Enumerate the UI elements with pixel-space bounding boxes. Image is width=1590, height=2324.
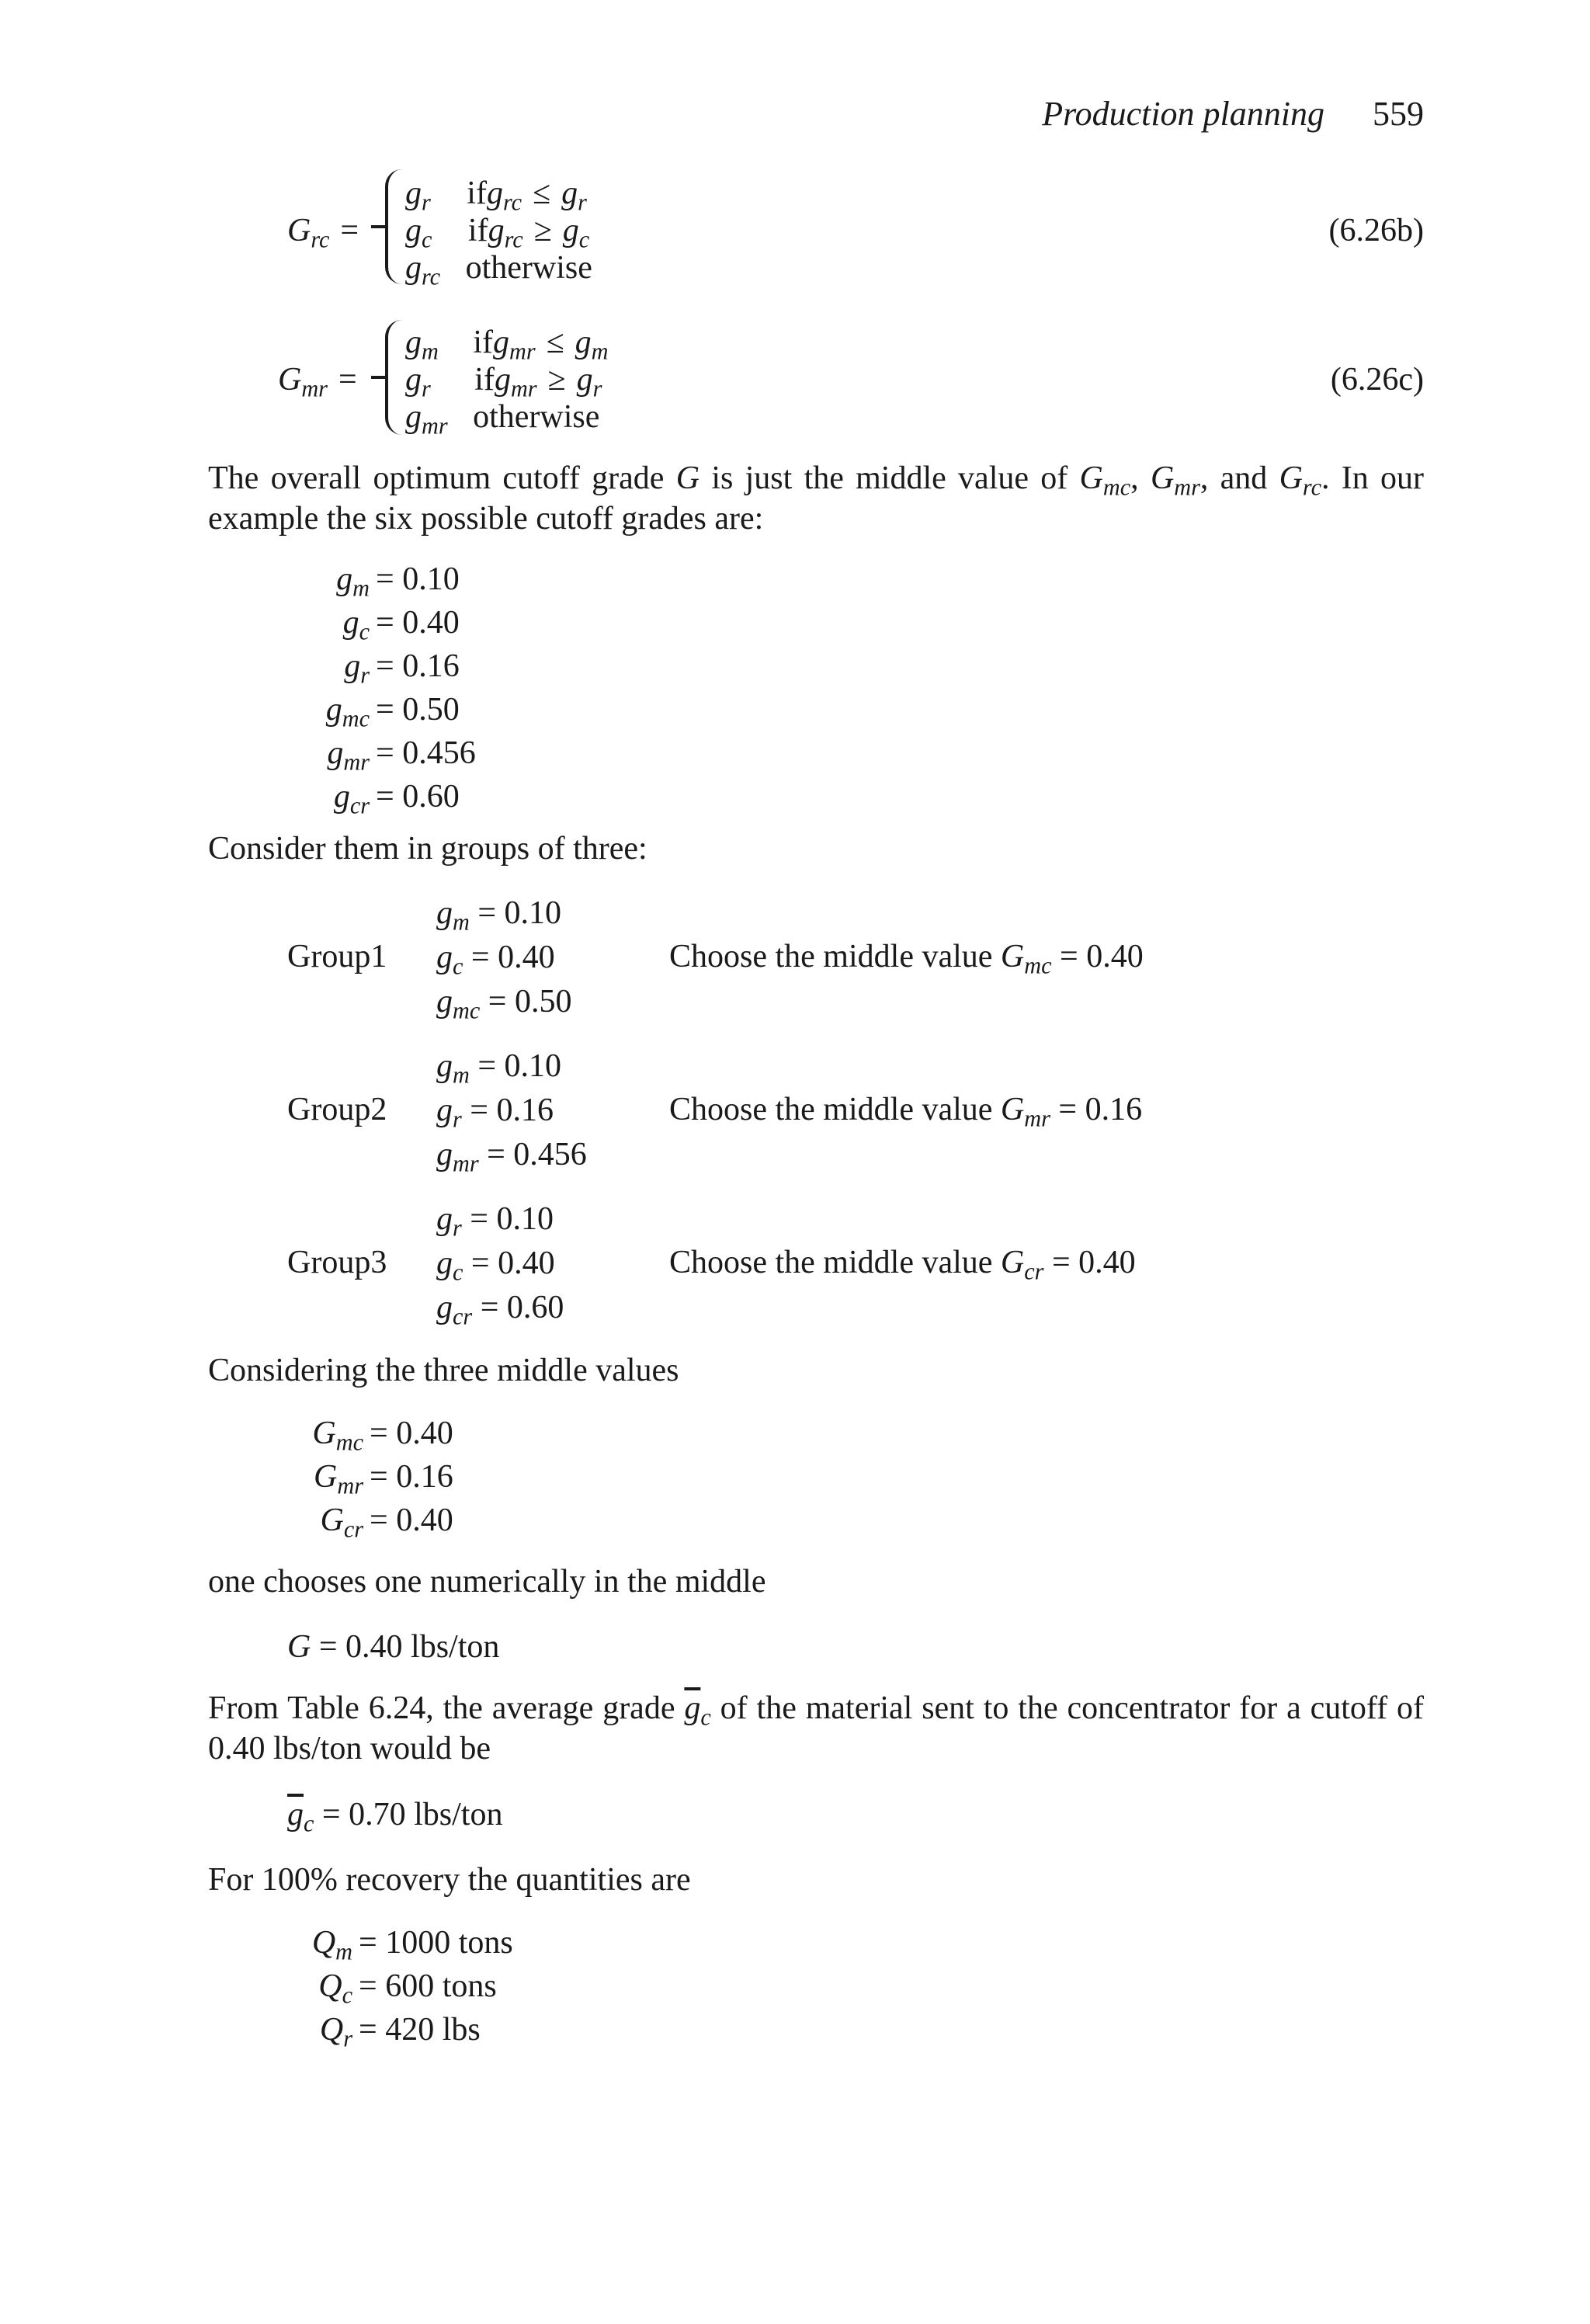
- eq-b-label: (6.26b): [1328, 213, 1424, 248]
- running-title: Production planning: [1042, 95, 1324, 133]
- eq-c-row-1: $g_m$ $ifg_{mr} \le g_m$: [405, 325, 609, 365]
- six-rhs: = 0.10 = 0.40 = 0.16 = 0.50 = 0.456 = 0.60: [376, 561, 476, 815]
- middle-lhs: $G_{mc}$ $G_{mr}$ $G_{cr}$: [312, 1416, 363, 1543]
- eq-b-brace: [385, 169, 405, 284]
- paragraph-average-grade: From Table 6.24, the average grade $\overline{g}_c$ of the material sent to the concentrator for a cutoff of 0.40 lbs/ton would be: [208, 1690, 1424, 1766]
- eq-b-lhs: $G_{rc}$ =: [287, 213, 359, 253]
- group-2-items: $g_m = 0.10$ $g_r = 0.16$ $g_{mr} = 0.456$: [436, 1048, 587, 1177]
- middle-rhs: = 0.40 = 0.16 = 0.40: [370, 1416, 453, 1538]
- page-number: 559: [1373, 95, 1424, 133]
- group-3-choice: Choose the middle value $G_{cr} = 0.40$: [669, 1245, 1136, 1285]
- eq-c-row-3: $g_{mr}$ otherwise: [405, 399, 600, 439]
- eq-c-row-2: $g_r$ $ifg_{mr} \ge g_r$: [405, 362, 602, 402]
- quantities-rhs: = 1000 tons = 600 tons = 420 lbs: [359, 1925, 513, 2048]
- group-2-name: Group2: [287, 1092, 387, 1127]
- paragraph-groups-intro: Consider them in groups of three:: [208, 831, 647, 867]
- paragraph-choose-middle: one chooses one numerically in the middle: [208, 1564, 766, 1600]
- paragraph-three-middle-values: Considering the three middle values: [208, 1353, 679, 1388]
- running-header: [1042, 92, 1424, 136]
- group-3-name: Group3: [287, 1245, 387, 1280]
- paragraph-overall-optimum: The overall optimum cutoff grade G is just the middle value of $G_{mc}$, $G_{mr}$, and $G_{rc}$. In our example the six possible cutoff grades are:: [208, 460, 1425, 537]
- six-lhs: $g_m$ $g_c$ $g_r$ $g_{mc}$ $g_{mr}$ $g_{cr}$: [325, 561, 370, 819]
- cutoff-result: G = 0.40 lbs/ton: [287, 1629, 500, 1665]
- eq-b-row-1: $g_r$ $ifg_{rc} \le g_r$: [405, 175, 587, 216]
- eq-c-lhs: $G_{mr}$ =: [278, 362, 357, 402]
- group-3-items: $g_r = 0.10$ $g_c = 0.40$ $g_{cr} = 0.60$: [436, 1201, 564, 1330]
- eq-c-brace: [385, 320, 405, 435]
- eq-c-label: (6.26c): [1330, 362, 1424, 398]
- group-1-name: Group1: [287, 939, 387, 974]
- eq-b-row-3: $g_{rc}$ otherwise: [405, 250, 592, 290]
- average-grade-result: $\overline{g}_c = 0.70$ lbs/ton: [287, 1797, 503, 1837]
- group-1-choice: Choose the middle value $G_{mc} = 0.40$: [669, 939, 1144, 979]
- group-1-items: $g_m = 0.10$ $g_c = 0.40$ $g_{mc} = 0.50$: [436, 895, 572, 1024]
- group-2-choice: Choose the middle value $G_{mr} = 0.16$: [669, 1092, 1143, 1132]
- eq-b-row-2: $g_c$ $ifg_{rc} \ge g_c$: [405, 213, 590, 253]
- quantities-lhs: $Q_m$ $Q_c$ $Q_r$: [311, 1925, 352, 2052]
- paragraph-recovery: For 100% recovery the quantities are: [208, 1862, 691, 1898]
